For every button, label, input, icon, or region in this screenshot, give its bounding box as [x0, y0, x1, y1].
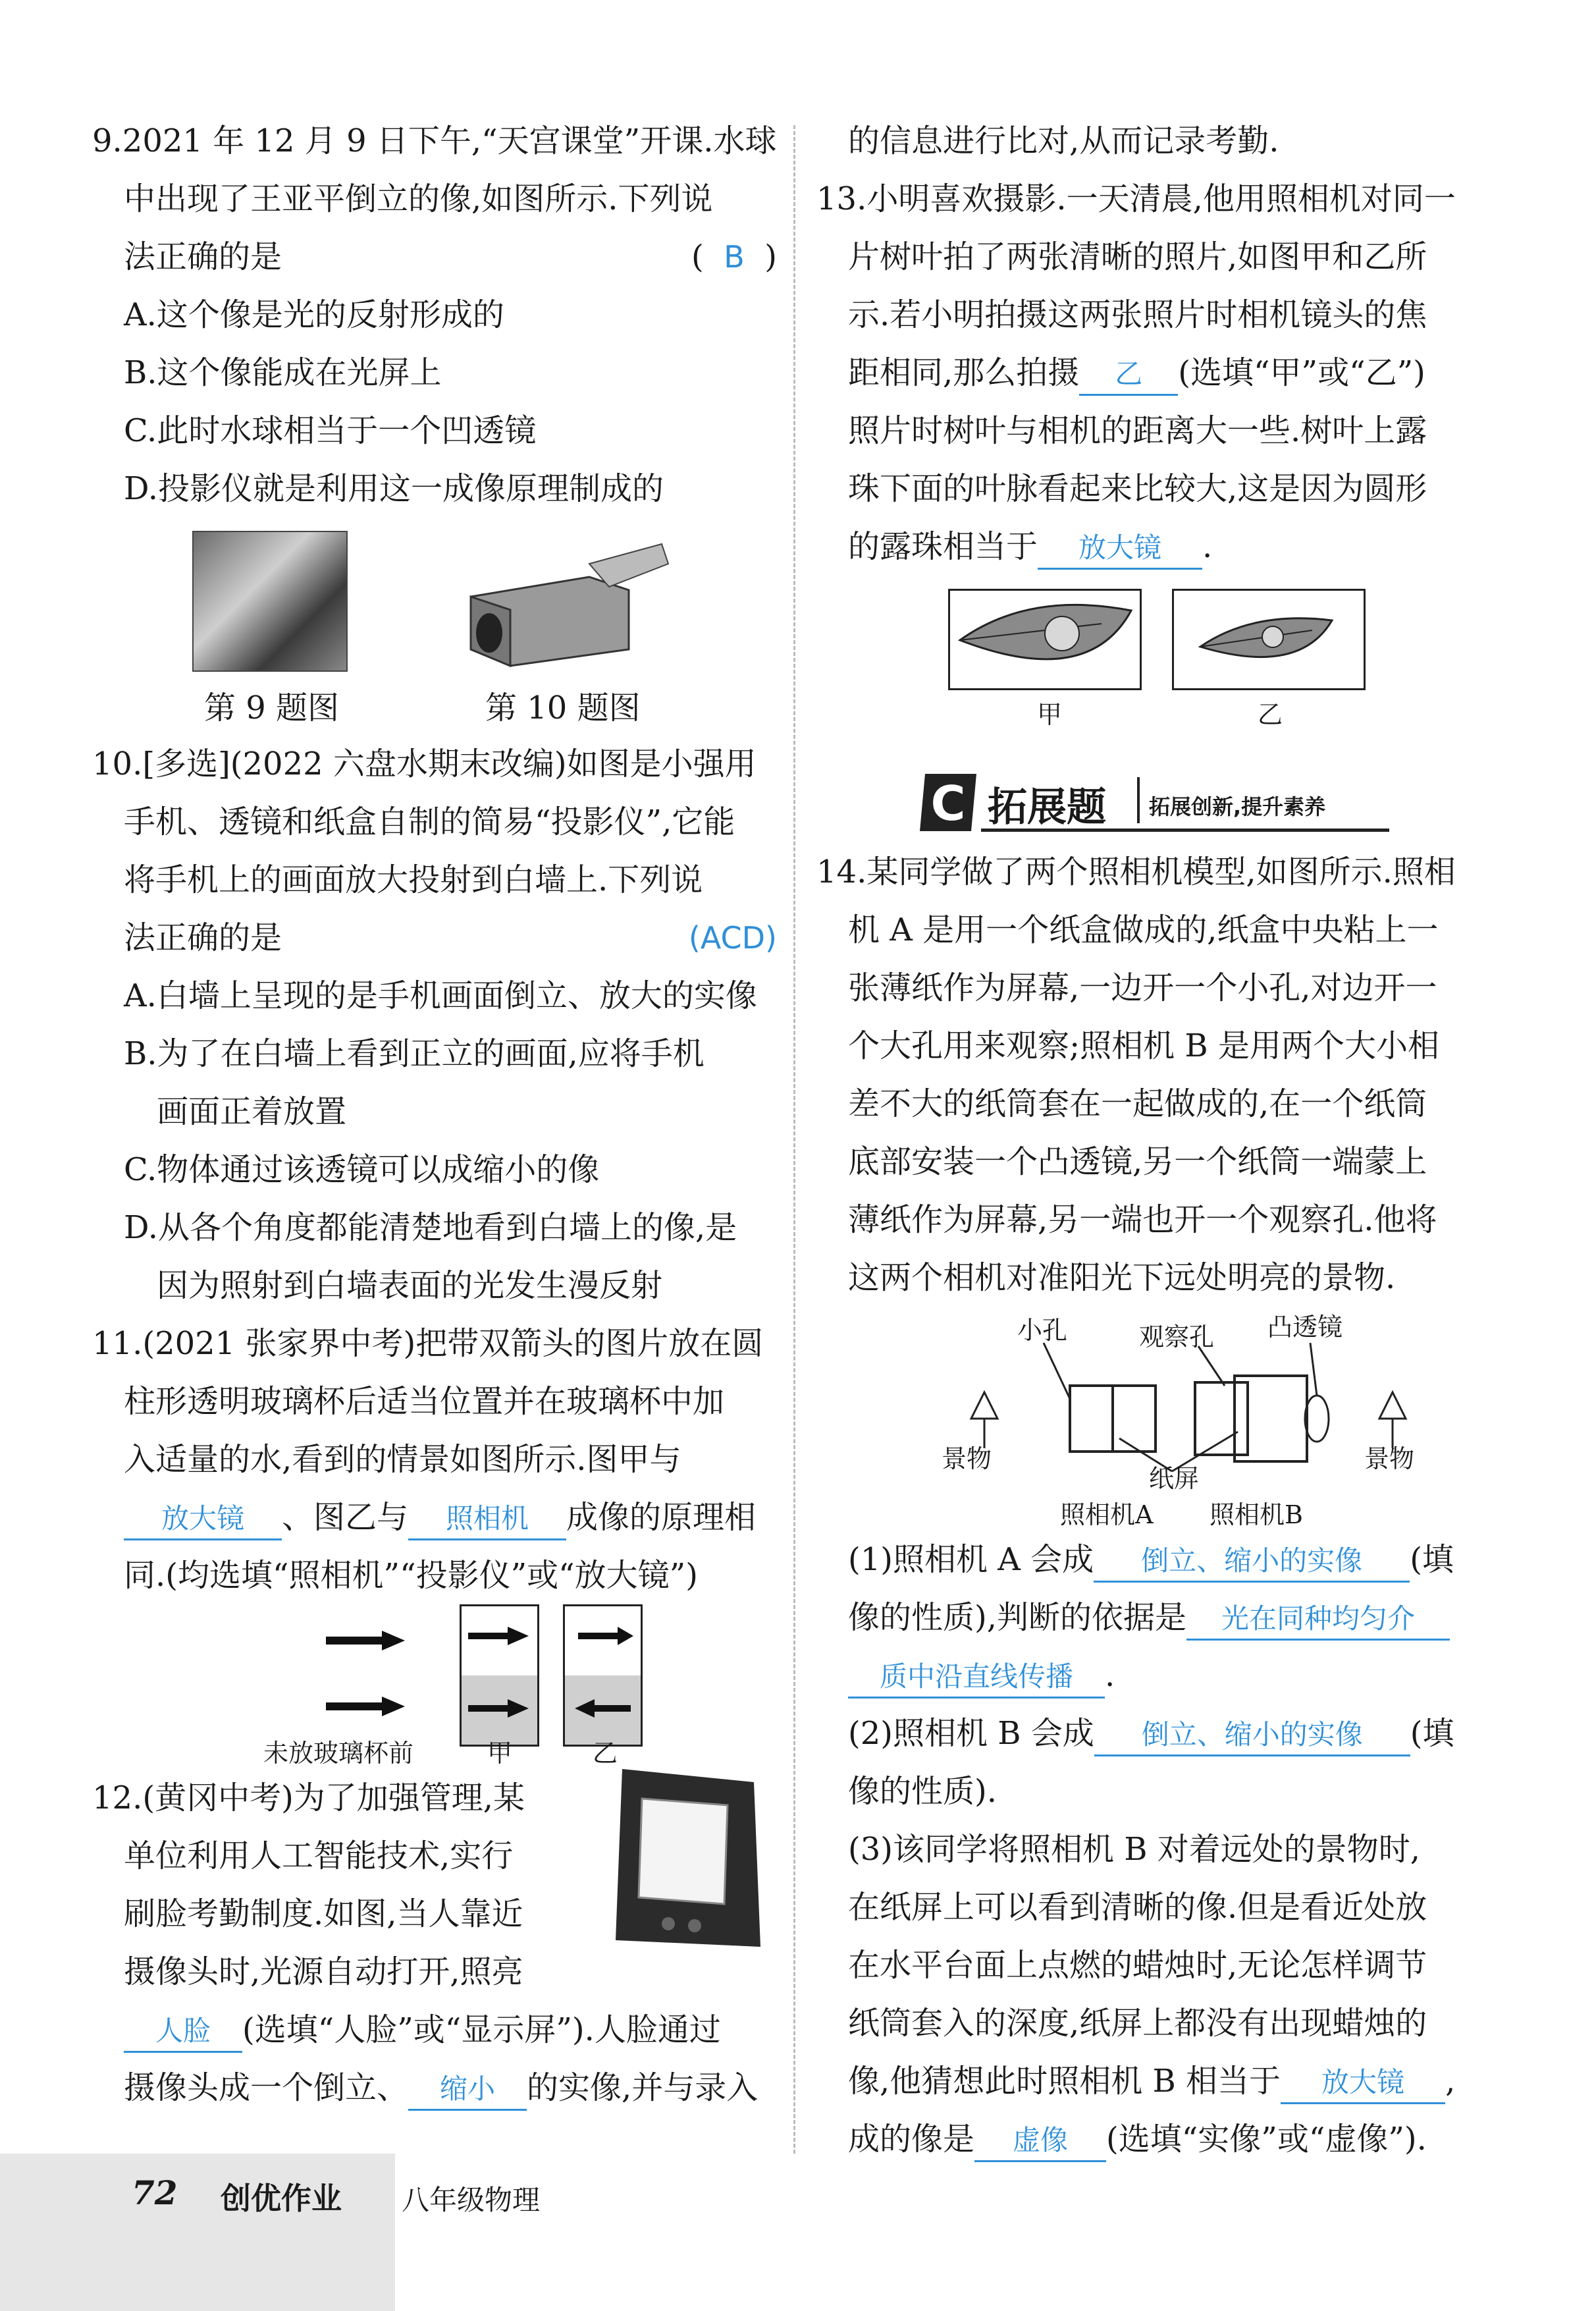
q11-blank-2: 照相机	[408, 1499, 566, 1540]
fig9-caption: 第 9 题图	[204, 690, 340, 726]
section-header	[918, 771, 1393, 836]
q9-stem-end: 法正确的是	[124, 238, 282, 275]
fig11-label-yi: 乙	[593, 1739, 618, 1768]
q13-blank-2: 放大镜	[1038, 528, 1202, 570]
q13-line-2: 片树叶拍了两张清晰的照片,如图甲和乙所	[848, 238, 1427, 275]
q10-stem-end: 法正确的是	[124, 919, 282, 956]
q10-line-3: 将手机上的画面放大投射到白墙上.下列说	[124, 861, 703, 898]
q12-line-5-tail: (选填“人脸”或“显示屏”).人脸通过	[242, 2011, 721, 2048]
q12-line-6-tail: 的实像,并与录入	[527, 2069, 758, 2106]
q13-line-7: 的露珠相当于 放大镜 .	[816, 518, 1498, 576]
q9-answer: B	[724, 239, 745, 275]
q10-answer: (ACD)	[688, 920, 777, 956]
question-14	[816, 843, 1498, 2168]
q14-part3-blank-1: 放大镜	[1281, 2063, 1445, 2104]
fig11-yi-box	[563, 1604, 643, 1747]
left-column	[92, 112, 777, 2117]
q13-blank-1: 乙	[1079, 354, 1178, 396]
fig10-caption: 第 10 题图	[485, 690, 641, 726]
q10-option-b: B.为了在白墙上看到正立的画面,应将手机	[124, 1035, 705, 1072]
q12-line-3: 刷脸考勤制度.如图,当人靠近	[124, 1895, 523, 1932]
q14-part1-line-3: 质中沿直线传播 .	[816, 1646, 1498, 1704]
q14-part2-blank: 倒立、缩小的实像	[1094, 1715, 1410, 1756]
q10-line-2: 手机、透镜和纸盒自制的简易“投影仪”,它能	[124, 803, 735, 840]
face-attendance-device-image	[602, 1762, 767, 1960]
q14-part1-blank: 倒立、缩小的实像	[1094, 1541, 1410, 1583]
q14-line-1: 14.某同学做了两个照相机模型,如图所示.照相	[816, 854, 1456, 890]
fig14-label-scene-left: 景物	[942, 1444, 992, 1473]
fig13-label-yi: 乙	[1258, 700, 1283, 729]
q9-line-1: 9.2021 年 12 月 9 日下午,“天宫课堂”开课.水球	[92, 122, 777, 159]
fig14-label-observation-hole: 观察孔	[1139, 1322, 1215, 1351]
fig11-jia-box	[460, 1604, 539, 1747]
q14-part3-line-4: 纸筒套入的深度,纸屏上都没有出现蜡烛的	[848, 2005, 1427, 2042]
fig11-arrows-before	[323, 1624, 408, 1723]
fig14-label-small-hole: 小孔	[1017, 1316, 1068, 1345]
fig-11	[92, 1604, 777, 1769]
q10-option-a: A.白墙上呈现的是手机画面倒立、放大的实像	[124, 977, 757, 1014]
q14-line-3: 张薄纸作为屏幕,一边开一个小孔,对边开一	[848, 969, 1437, 1006]
q9-option-a: A.这个像是光的反射形成的	[124, 296, 504, 333]
q14-part1-tail: (填	[1410, 1541, 1454, 1578]
q12-line-6	[92, 2059, 777, 2117]
q12-blank-2: 缩小	[408, 2069, 527, 2111]
q14-line-5: 差不大的纸筒套在一起做成的,在一个纸筒	[848, 1085, 1427, 1122]
fig14-label-scene-right: 景物	[1364, 1444, 1415, 1473]
section-letter: C	[930, 776, 966, 831]
column-divider	[793, 125, 795, 2154]
q12-line-1: 12.(黄冈中考)为了加强管理,某	[92, 1780, 525, 1816]
fig14-label-convex-lens: 凸透镜	[1267, 1313, 1343, 1342]
section-subtitle: 拓展创新,提升素养	[1149, 794, 1326, 819]
fig13-leaf-jia	[948, 589, 1142, 690]
right-column	[816, 112, 1498, 740]
fig14-label-camera-a: 照相机A	[1060, 1500, 1154, 1529]
q12-line-2: 单位利用人工智能技术,实行	[124, 1837, 514, 1874]
q11-mid-text: 、图乙与	[282, 1499, 409, 1536]
fig13-label-jia: 甲	[1037, 700, 1063, 729]
fig11-label-jia: 甲	[487, 1739, 513, 1768]
fig14-label-paper-screen: 纸屏	[1149, 1464, 1200, 1493]
q10-option-d: D.从各个角度都能清楚地看到白墙上的像,是	[124, 1209, 737, 1246]
fig10-projector-image	[458, 537, 675, 669]
q13-line-4-tail: (选填“甲”或“乙”)	[1178, 354, 1425, 391]
q13-line-5: 照片时树叶与相机的距离大一些.树叶上露	[848, 412, 1427, 449]
q9-answer-bracket: ( B )	[691, 238, 777, 275]
q14-part1-line-2-head: 像的性质),判断的依据是	[848, 1599, 1186, 1636]
q14-part1-line-1	[816, 1531, 1498, 1589]
footer-subtitle: 八年级物理	[402, 2184, 541, 2216]
q9-option-d: D.投影仪就是利用这一成像原理制成的	[124, 470, 664, 507]
q9-line-3	[92, 228, 777, 286]
q14-part3-line-2: 在纸屏上可以看到清晰的像.但是看近处放	[848, 1889, 1427, 1926]
q11-line-4	[92, 1488, 777, 1546]
q11-line-3: 入适量的水,看到的情景如图所示.图甲与	[124, 1441, 681, 1478]
q10-line-1: 10.[多选](2022 六盘水期末改编)如图是小强用	[92, 746, 757, 782]
q9-option-c: C.此时水球相当于一个凹透镜	[124, 412, 537, 449]
fig-13-leaves	[816, 576, 1498, 740]
q12-continuation: 的信息进行比对,从而记录考勤.	[848, 122, 1279, 159]
q14-line-4: 个大孔用来观察;照相机 B 是用两个大小相	[848, 1027, 1439, 1064]
q10-option-b-cont: 画面正着放置	[157, 1093, 347, 1130]
q11-tail-text: 成像的原理相	[566, 1499, 757, 1536]
q14-part3-line-6-head: 成的像是	[848, 2121, 975, 2158]
page-number: 72	[132, 2173, 178, 2212]
q13-line-7-head: 的露珠相当于	[848, 528, 1038, 565]
q14-part2-line-1	[816, 1704, 1498, 1762]
q14-part3-line-5-head: 像,他猜想此时照相机 B 相当于	[848, 2063, 1281, 2100]
q14-part3-line-5: 像,他猜想此时照相机 B 相当于 放大镜 ,	[816, 2052, 1498, 2110]
q11-line-1: 11.(2021 张家界中考)把带双箭头的图片放在圆	[92, 1325, 764, 1362]
fig9-photo	[192, 531, 348, 672]
q14-part3-line-6	[816, 2110, 1498, 2168]
q13-line-4-head: 距相同,那么拍摄	[848, 354, 1080, 391]
q14-part1-reason-blank-a: 光在同种均匀介	[1186, 1599, 1450, 1641]
q12-line-5	[92, 2001, 777, 2059]
q13-line-1: 13.小明喜欢摄影.一天清晨,他用照相机对同一	[816, 180, 1456, 217]
q14-part1-reason-blank-b: 质中沿直线传播	[848, 1657, 1105, 1699]
q12-line-4: 摄像头时,光源自动打开,照亮	[124, 1953, 523, 1990]
q12-blank-1: 人脸	[124, 2011, 242, 2053]
q14-part2-line-2: 像的性质).	[848, 1773, 997, 1810]
fig11-label-before: 未放玻璃杯前	[263, 1739, 414, 1768]
question-12	[92, 1769, 777, 2117]
question-9	[92, 112, 777, 735]
q9-line-2: 中出现了王亚平倒立的像,如图所示.下列说	[124, 180, 713, 217]
q11-line-2: 柱形透明玻璃杯后适当位置并在玻璃杯中加	[124, 1383, 725, 1420]
q9-option-b: B.这个像能成在光屏上	[124, 354, 442, 391]
q14-line-6: 底部安装一个凸透镜,另一个纸筒一端蒙上	[848, 1143, 1427, 1180]
q14-part3-line-1: (3)该同学将照相机 B 对着远处的景物时,	[848, 1831, 1421, 1868]
fig14-label-camera-b: 照相机B	[1210, 1500, 1303, 1529]
q14-part1-line-2	[816, 1589, 1498, 1646]
footer-title: 创优作业	[221, 2181, 342, 2216]
q12-line-6-head: 摄像头成一个倒立、	[124, 2069, 409, 2106]
question-10	[92, 735, 777, 1315]
q14-part3-line-3: 在水平台面上点燃的蜡烛时,无论怎样调节	[848, 1947, 1427, 1984]
section-title: 拓展题	[988, 784, 1106, 830]
fig-14-cameras	[816, 1307, 1498, 1531]
q11-blank-1: 放大镜	[124, 1499, 282, 1540]
q13-line-6: 珠下面的叶脉看起来比较大,这是因为圆形	[848, 470, 1427, 507]
q14-part1-head: (1)照相机 A 会成	[848, 1541, 1094, 1578]
fig-9-10-row	[92, 518, 777, 735]
q13-line-3: 示.若小明拍摄这两张照片时相机镜头的焦	[848, 296, 1427, 333]
q14-part3-line-6-tail: (选填“实像”或“虚像”).	[1106, 2121, 1427, 2158]
q14-part2-tail: (填	[1410, 1715, 1454, 1752]
q11-line-5: 同.(均选填“照相机”“投影仪”或“放大镜”)	[124, 1557, 698, 1594]
question-11	[92, 1315, 777, 1769]
q10-line-4	[92, 909, 777, 967]
q14-part2-head: (2)照相机 B 会成	[848, 1715, 1094, 1752]
q10-option-d-cont: 因为照射到白墙表面的光发生漫反射	[157, 1267, 663, 1304]
q14-line-8: 这两个相机对准阳光下远处明亮的景物.	[848, 1259, 1396, 1296]
q10-option-c: C.物体通过该透镜可以成缩小的像	[124, 1151, 600, 1188]
q14-part3-blank-2: 虚像	[974, 2121, 1106, 2162]
question-13	[816, 170, 1498, 740]
q14-line-7: 薄纸作为屏幕,另一端也开一个观察孔.他将	[848, 1201, 1437, 1238]
fig13-leaf-yi	[1172, 589, 1366, 690]
q14-line-2: 机 A 是用一个纸盒做成的,纸盒中央粘上一	[848, 911, 1439, 948]
q13-line-4	[816, 344, 1498, 402]
